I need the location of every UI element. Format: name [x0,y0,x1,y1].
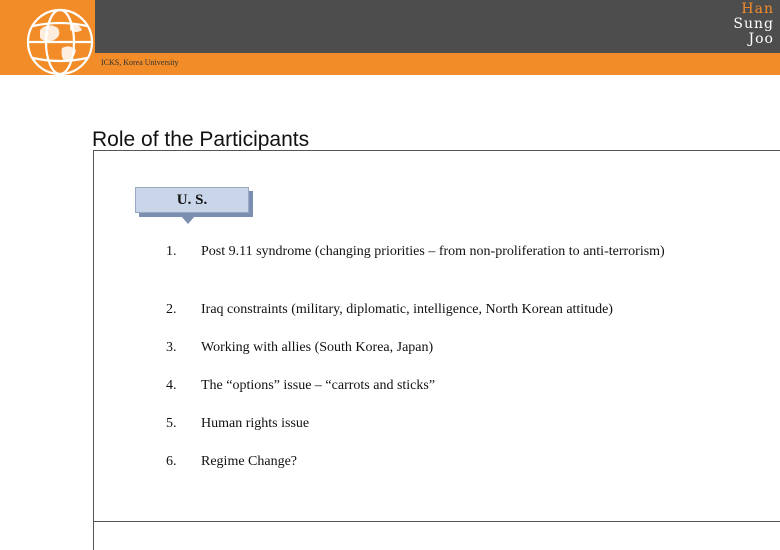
item-number: 2. [166,302,177,317]
item-text: Iraq constraints (military, diplomatic, intelligence, North Korean attitude) [201,302,613,317]
author-brand [733,2,774,47]
item-number: 3. [166,340,177,355]
subtitle-strip [95,53,780,75]
brand-line-1: Han [741,1,774,17]
organization-subtitle: ICKS, Korea University [101,58,179,67]
brand-line-3: Joo [748,31,774,47]
tab-pointer-icon [181,216,195,224]
item-text: Regime Change? [201,454,298,469]
section-tab-us: U. S. [135,187,249,213]
logo [0,0,95,75]
item-text: Post 9.11 syndrome (changing priorities – from non-proliferation to anti-terrorism) [201,244,665,259]
globe-icon [0,0,95,75]
frame-bottom-line [93,521,780,522]
item-text: Working with allies (South Korea, Japan) [201,340,434,355]
item-text: The “options” issue – “carrots and sticks” [201,378,436,393]
brand-line-2: Sung [733,16,774,32]
item-number: 1. [166,244,177,259]
header-bar [0,0,780,53]
item-number: 6. [166,454,177,469]
item-number: 5. [166,416,177,431]
item-number: 4. [166,378,177,393]
slide-title: Role of the Participants [92,128,310,151]
item-text: Human rights issue [201,416,310,431]
